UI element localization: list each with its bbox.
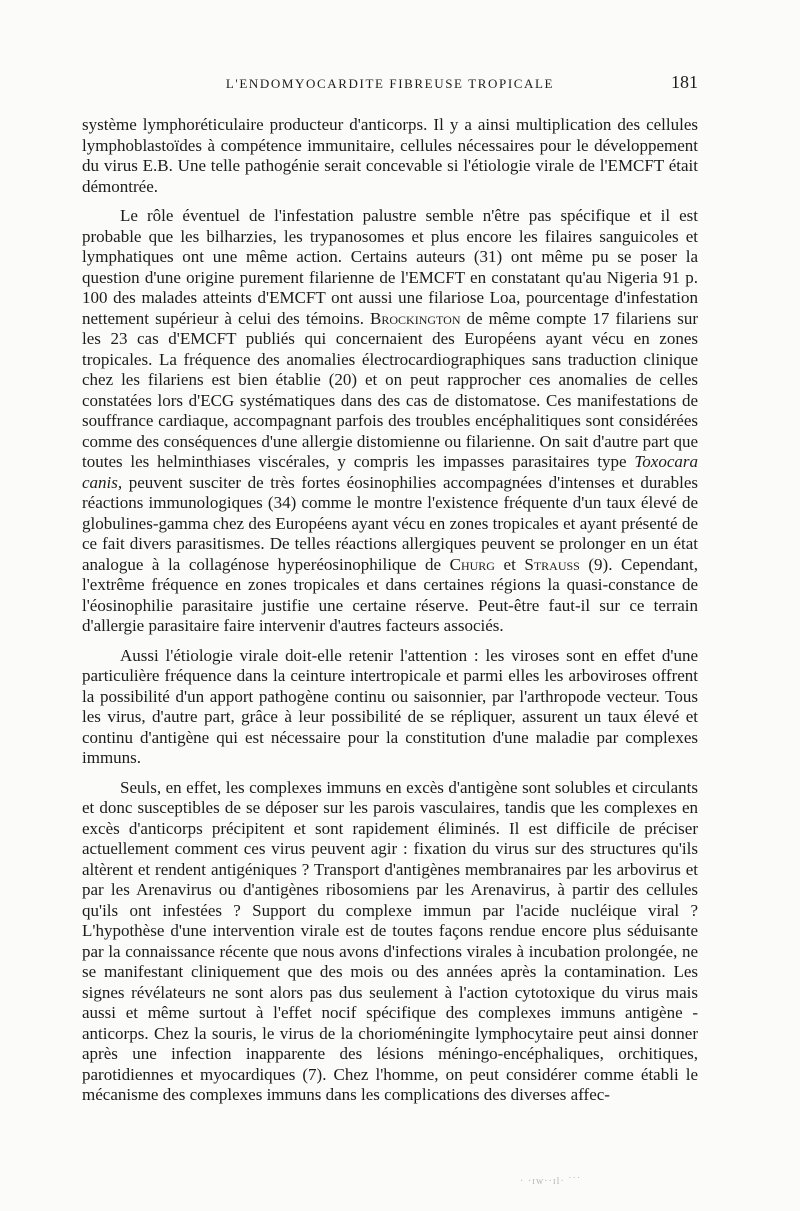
page-header <box>82 72 698 98</box>
paragraph-3: Aussi l'étiologie virale doit-elle retenir l'attention : les viroses sont en effet d'une particulière fréquence dans la ceinture intertropicale et parmi elles les arboviroses offrent la possibilité d'un apport pathogène continu ou saisonnier, par l'arthropode vecteur. Tous les virus, d'autre part, grâce à leur possibilité de se répliquer, assurent un taux élevé et continu d'antigène qui est nécessaire pour la constitution d'une maladie par complexes immuns. <box>82 645 698 767</box>
paragraph-2-text-4: et <box>494 554 525 574</box>
author-name-strauss: Strauss <box>524 554 580 574</box>
paragraph-4: Seuls, en effet, les complexes immuns en excès d'antigène sont solubles et circulants et donc susceptibles de se déposer sur les parois vasculaires, tandis que les complexes en excès d'anticorps précipitent et sont rapidement éliminés. Il est difficile de préciser actuellement comment ces virus peuvent agir : fixation du virus sur des structures qu'ils altèrent et rendent antigéniques ? Transport d'antigènes membranaires par les arbovirus et par les Arenavirus ou d'antigènes ribosomiens par les Arenavirus, à partir des cellules qu'ils ont infestées ? Support du complexe immun par l'acide nucléique viral ? L'hypothèse d'une intervention virale est de toutes façons rendue encore plus séduisante par la connaissance récente que nous avons d'infections virales à incubation prolongée, ne se manifestant cliniquement que des mois ou des années après la contamination. Les signes révélateurs ne sont alors pas dus seulement à l'action cytotoxique du virus mais aussi et même surtout à l'effet nocif spécifique des complexes immuns antigène - anticorps. Chez la souris, le virus de la chorioméningite lymphocytaire peut ainsi donner après une infection inapparente des lésions méningo-encéphaliques, orchitiques, parotidiennes et myocardiques (7). Chez l'homme, on peut considérer comme établi le mécanisme des complexes immuns dans les complications des diverses affec- <box>82 777 698 1104</box>
species-name-toxocara: Toxocara canis, <box>82 452 698 492</box>
body-text <box>82 115 698 1115</box>
scan-smudge: · ·ɪᴡ··ɪl· ˙˙˙ <box>520 1176 582 1187</box>
running-title: L'ENDOMYOCARDITE FIBREUSE TROPICALE <box>225 76 555 91</box>
paragraph-2 <box>82 206 698 637</box>
page-number: 181 <box>671 72 698 92</box>
author-name-brockington: Brockington <box>370 308 461 328</box>
paragraph-2-text-2: de même compte 17 filariens sur les 23 cas d'EMCFT publiés qui concernaient des Européens ayant vécu en zones tropicales. La fréquence des anomalies électrocardiographiques sans traduction clinique chez les filariens est bien établie (20) et on peut rapprocher ces anomalies de celles constatées lors d'ECG systématiques dans des cas de distomatose. Ces manifestations de souffrance cardiaque, accompagnant parfois des troubles encéphalitiques sont considérées comme des conséquences d'une allergie distomienne ou filarienne. On sait d'autre part que toutes les helminthiases viscérales, y compris les impasses parasitaires type <box>82 308 698 471</box>
author-name-churg: Churg <box>449 554 495 574</box>
paragraph-1: système lymphoréticulaire producteur d'anticorps. Il y a ainsi multiplication des cellules lymphoblastoïdes à compétence immunitaire, cellules nécessaires pour le développement du virus E.B. Une telle pathogénie serait concevable si l'étiologie virale de l'EMCFT était démontrée. <box>82 115 698 196</box>
paragraph-2-text-5: (9). Cependant, l'extrême fréquence en zones tropicales et dans certaines régions la quasi-constance de l'éosinophilie parasitaire justifie une certaine réserve. Peut-être faut-il sur ce terrain d'allergie parasitaire faire intervenir d'autres facteurs associés. <box>82 554 698 635</box>
paragraph-2-text-1: Le rôle éventuel de l'infestation palustre semble n'être pas spécifique et il est probable que les bilharzies, les trypanosomes et plus encore les filaires sanguicoles et lymphatiques ont une même action. Certains auteurs (31) ont même pu se poser la question d'une origine purement filarienne de l'EMCFT en constatant qu'au Nigeria 91 p. 100 des malades atteints d'EMCFT ont aussi une filariose Loa, pourcentage d'infestation nettement supérieur à celui des témoins. <box>82 206 698 328</box>
paragraph-2-text-3: peuvent susciter de très fortes éosinophilies accompagnées d'intenses et durables réactions immunologiques (34) comme le montre l'existence fréquente d'un taux élevé de globulines-gamma chez des Européens ayant vécu en zones tropicales et ayant présenté de ce fait divers parasitismes. De telles réactions allergiques peuvent se prolonger en un état analogue à la collagénose hyperéosinophilique de <box>82 472 698 574</box>
